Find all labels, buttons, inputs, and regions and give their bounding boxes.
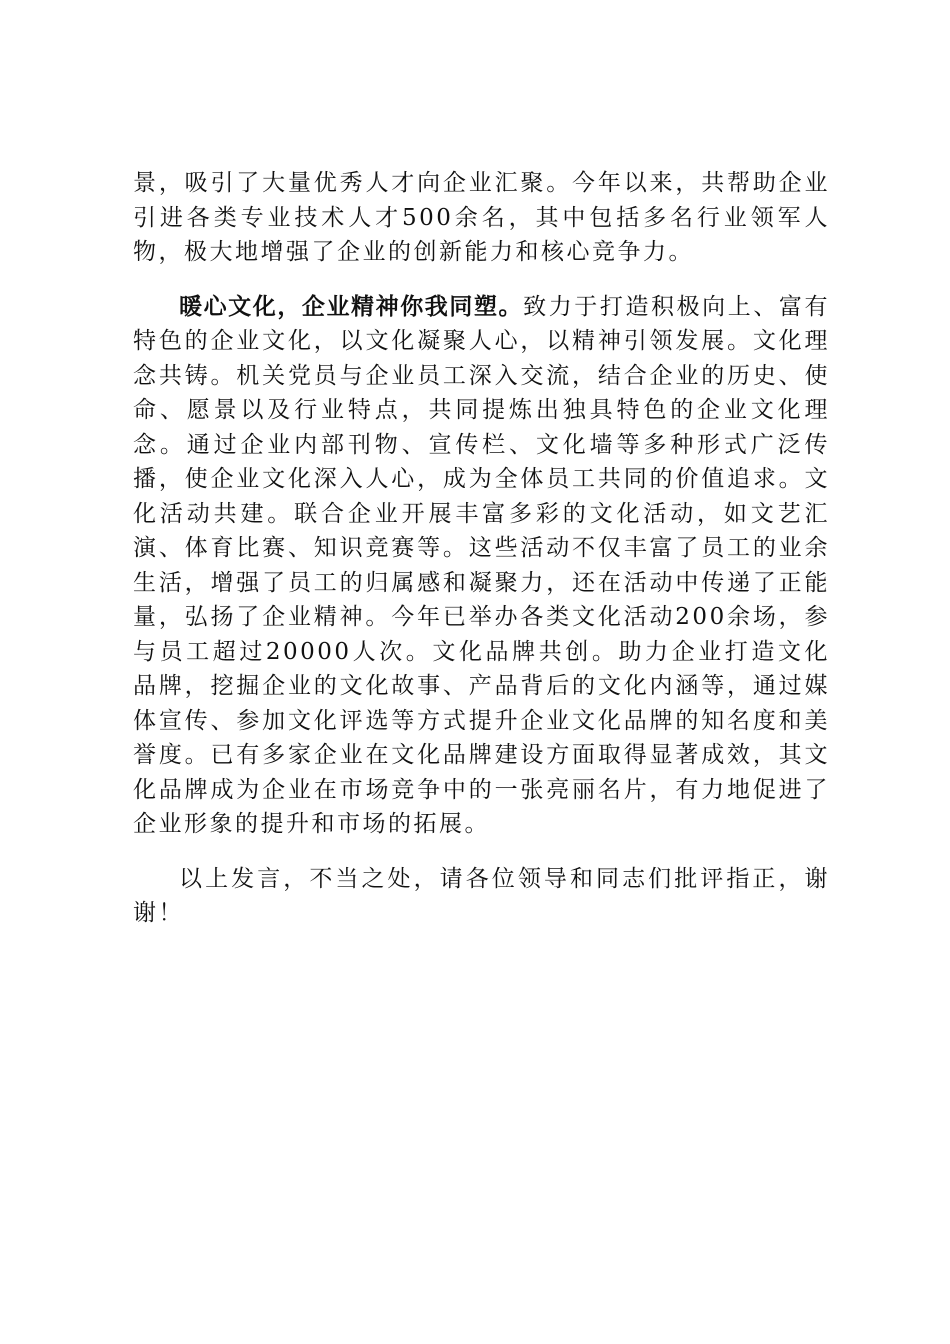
paragraph-closing (133, 862, 830, 931)
document-body (133, 166, 830, 951)
paragraph-text: 景，吸引了大量优秀人才向企业汇聚。今年以来，共帮助企业引进各类专业技术人才500余名，其中包括多名行业领军人物，极大地增强了企业的创新能力和核心竞争力。 (133, 170, 830, 265)
paragraph-talent (133, 166, 830, 270)
paragraph-text: 致力于打造积极向上、富有特色的企业文化，以文化凝聚人心，以精神引领发展。文化理念共铸。机关党员与企业员工深入交流，结合企业的历史、使命、愿景以及行业特点，共同提炼出独具特色的企业文化理念。通过企业内部刊物、宣传栏、文化墙等多种形式广泛传播，使企业文化深入人心，成为全体员工共同的价值追求。文化活动共建。联合企业开展丰富多彩的文化活动，如文艺汇演、体育比赛、知识竞赛等。这些活动不仅丰富了员工的业余生活，增强了员工的归属感和凝聚力，还在活动中传递了正能量，弘扬了企业精神。今年已举办各类文化活动200余场，参与员工超过20000人次。文化品牌共创。助力企业打造文化品牌，挖掘企业的文化故事、产品背后的文化内涵等，通过媒体宣传、参加文化评选等方式提升企业文化品牌的知名度和美誉度。已有多家企业在文化品牌建设方面取得显著成效，其文化品牌成为企业在市场竞争中的一张亮丽名片，有力地促进了企业形象的提升和市场的拓展。 (133, 293, 831, 837)
paragraph-heading: 暖心文化，企业精神你我同塑。 (179, 292, 524, 320)
paragraph-text: 以上发言，不当之处，请各位领导和同志们批评指正，谢谢！ (133, 865, 830, 926)
paragraph-culture (133, 290, 830, 842)
